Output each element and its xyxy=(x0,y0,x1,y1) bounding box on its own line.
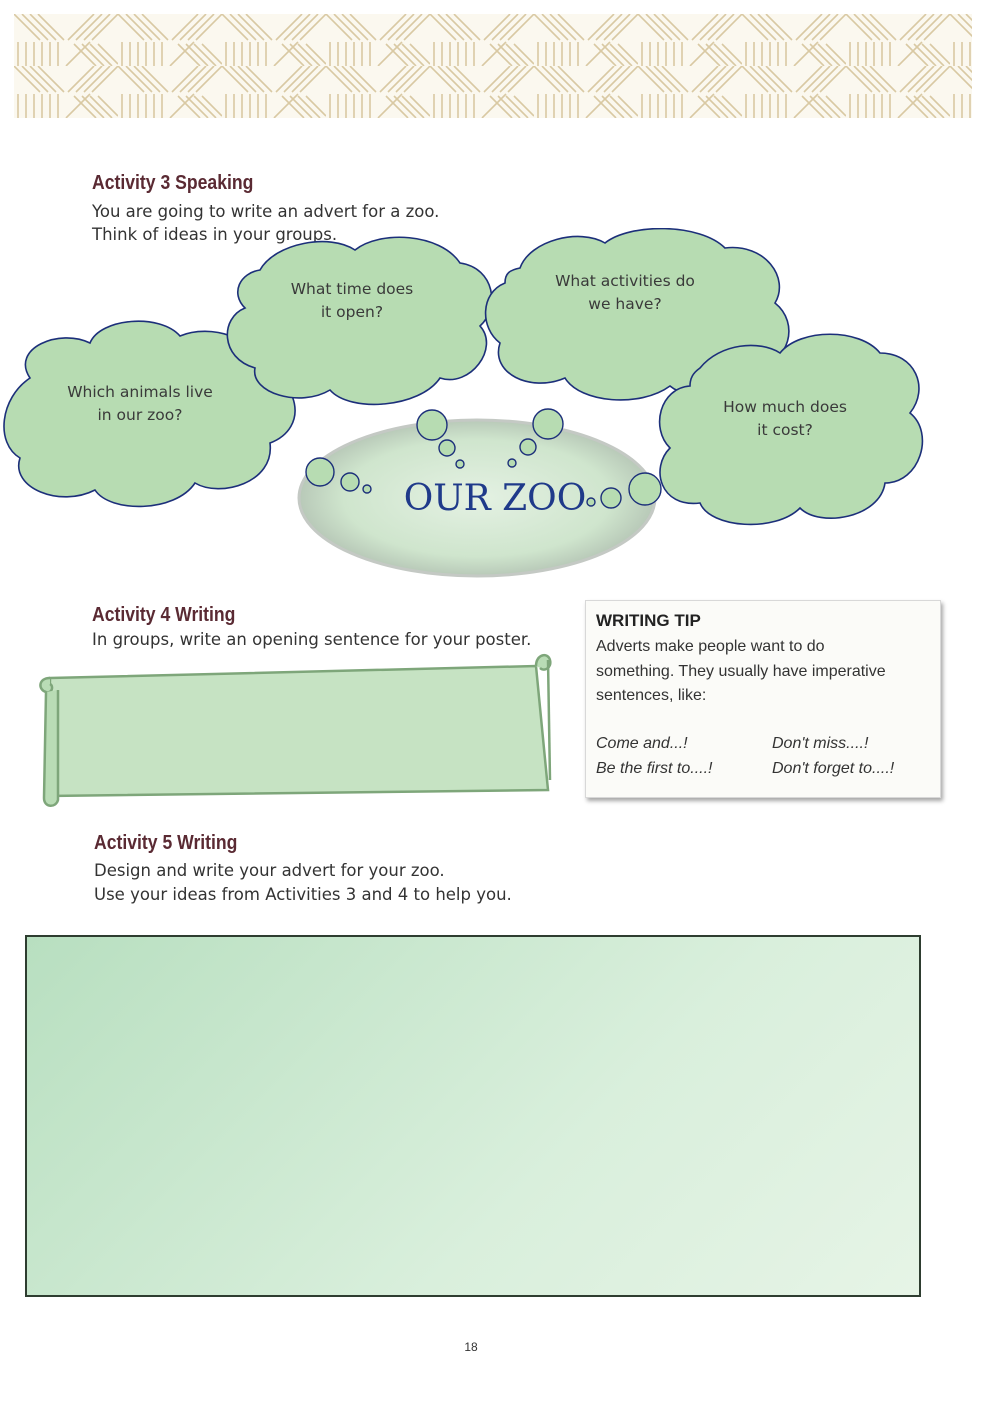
writing-tip-examples-right xyxy=(772,732,894,781)
cloud-animals-line2: in our zoo? xyxy=(97,406,183,424)
writing-tip-line1: Adverts make people want to do xyxy=(596,638,825,655)
cloud-time-line1: What time does xyxy=(290,280,414,298)
writing-tip-title: WRITING TIP xyxy=(596,611,701,630)
writing-tip-line2: something. They usually have imperative xyxy=(596,662,886,680)
cloud-cost-line2: it cost? xyxy=(757,421,813,439)
writing-tip-line3: sentences, like: xyxy=(596,687,707,704)
writing-tip-example-3: Don't miss....! xyxy=(772,735,869,752)
cloud-activities-line1: What activities do xyxy=(555,272,695,290)
writing-tip-box xyxy=(585,600,941,798)
page-number: 18 xyxy=(464,1340,478,1354)
cloud-activities-text xyxy=(530,270,720,316)
cloud-animals-line1: Which animals live xyxy=(67,383,213,401)
our-zoo-title: OUR ZOO xyxy=(403,478,587,519)
activity3-heading: Activity 3 Speaking xyxy=(92,172,254,194)
cloud-animals-text xyxy=(40,381,240,427)
activity5-instruction-1: Design and write your advert for your zoo. xyxy=(94,861,445,880)
activity5-heading: Activity 5 Writing xyxy=(94,832,238,854)
writing-tip-example-2: Be the first to....! xyxy=(596,759,713,777)
header-pattern xyxy=(14,14,972,118)
advert-writing-area[interactable] xyxy=(25,935,921,1297)
activity3-instruction-1: You are going to write an advert for a zoo. xyxy=(92,202,440,221)
cloud-activities-line2: we have? xyxy=(588,295,662,313)
activity5-instruction-2: Use your ideas from Activities 3 and 4 to help you. xyxy=(94,885,512,904)
cloud-time-text xyxy=(262,278,442,324)
activity4-heading: Activity 4 Writing xyxy=(92,604,236,626)
cloud-cost-text xyxy=(700,396,870,442)
activity3-instruction-2: Think of ideas in your groups. xyxy=(92,225,338,244)
writing-tip-example-4: Don't forget to....! xyxy=(772,759,895,777)
cloud-time-line2: it open? xyxy=(320,303,384,321)
writing-tip-example-1: Come and...! xyxy=(596,735,688,752)
opening-sentence-scroll[interactable] xyxy=(36,650,558,810)
activity4-instruction: In groups, write an opening sentence for your poster. xyxy=(92,630,532,649)
writing-tip-text xyxy=(596,635,936,709)
writing-tip-examples-left xyxy=(596,732,713,781)
cloud-cost-line1: How much does xyxy=(723,398,847,416)
